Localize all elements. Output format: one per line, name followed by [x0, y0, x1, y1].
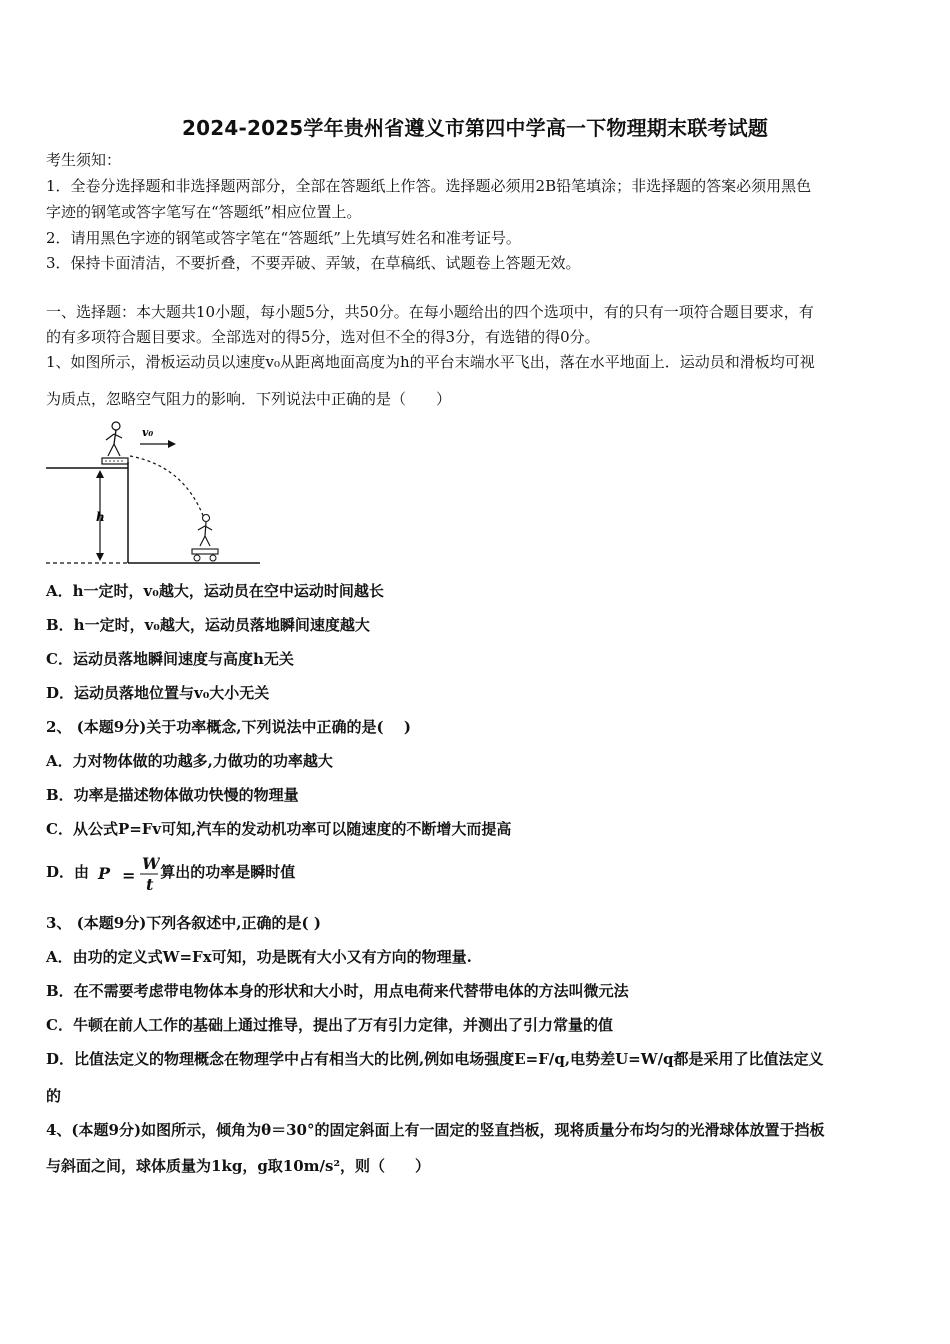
notice-item: 2．请用黑色字迹的钢笔或答字笔在“答题纸”上先填写姓名和准考证号。	[46, 229, 521, 247]
question-3-stem: 3、 (本题9分)下列各叙述中,正确的是( )	[46, 914, 321, 932]
h-label: h	[96, 510, 105, 524]
q1-option-a: A．h一定时，v₀越大，运动员在空中运动时间越长	[46, 582, 384, 600]
question-1-stem: 1、如图所示，滑板运动员以速度v₀从距离地面高度为h的平台末端水平飞出，落在水平地面上．运动员和滑板均可视	[46, 353, 815, 371]
q2-option-b: B．功率是描述物体做功快慢的物理量	[46, 786, 299, 804]
question-1-stem: 为质点，忽略空气阻力的影响．下列说法中正确的是（ ）	[46, 390, 452, 408]
page-title: 2024-2025学年贵州省遵义市第四中学高一下物理期末联考试题	[181, 116, 769, 140]
notice-item: 字迹的钢笔或答字笔写在“答题纸”相应位置上。	[46, 203, 362, 221]
q3-option-d-cont: 的	[46, 1087, 62, 1105]
notice-item: 1．全卷分选择题和非选择题两部分，全部在答题纸上作答。选择题必须用2B铅笔填涂；非选择题的答案必须用黑色	[46, 177, 812, 195]
height-arrow-head-bottom	[96, 553, 104, 561]
trajectory	[130, 456, 204, 518]
q1-option-d: D．运动员落地位置与v₀大小无关	[46, 684, 270, 702]
q2-option-d	[46, 852, 910, 892]
section-intro: 一、选择题：本大题共10小题，每小题5分，共50分。在每小题给出的四个选项中，有的只有一项符合题目要求，有	[46, 303, 814, 321]
section-intro: 的有多项符合题目要求。全部选对的得5分，选对但不全的得3分，有选错的得0分。	[46, 328, 600, 346]
formula-eq: =	[122, 866, 136, 885]
question-4-stem: 与斜面之间，球体质量为1kg，g取10m/s²，则（ ）	[46, 1157, 431, 1175]
velocity-arrow-head	[168, 440, 176, 448]
q1-option-c: C．运动员落地瞬间速度与高度h无关	[46, 650, 294, 668]
notice-item: 3．保持卡面清洁，不要折叠，不要弄破、弄皱，在草稿纸、试题卷上答题无效。	[46, 254, 581, 272]
formula-denominator: t	[146, 875, 154, 893]
question-4-stem: 4、(本题9分)如图所示，倾角为θ＝30°的固定斜面上有一固定的竖直挡板，现将质量分布均匀的光滑球体放置于挡板	[46, 1121, 825, 1139]
q3-option-d: D．比值法定义的物理概念在物理学中占有相当大的比例,例如电场强度E=F/q,电势差U=W/q都是采用了比值法定义	[46, 1050, 824, 1068]
skateboard-landing	[192, 549, 218, 554]
v0-label: v₀	[142, 426, 154, 439]
q2-option-a: A．力对物体做的功越多,力做功的功率越大	[46, 752, 333, 770]
q2-option-d-prefix: D．由	[46, 863, 90, 881]
q2-option-c: C．从公式P=Fv可知,汽车的发动机功率可以随速度的不断增大而提高	[46, 820, 512, 838]
skater-head-top	[112, 422, 120, 430]
q3-option-a: A．由功的定义式W=Fx可知，功是既有大小又有方向的物理量.	[46, 948, 472, 966]
q1-option-b: B．h一定时，v₀越大，运动员落地瞬间速度越大	[46, 616, 370, 634]
q3-option-b: B．在不需要考虑带电物体本身的形状和大小时，用点电荷来代替带电体的方法叫微元法	[46, 982, 629, 1000]
formula-lhs: P	[98, 864, 111, 883]
q3-option-c: C．牛顿在前人工作的基础上通过推导，提出了万有引力定律，并测出了引力常量的值	[46, 1016, 613, 1034]
formula-numerator: W	[142, 854, 161, 873]
skater-head-landing	[203, 515, 210, 522]
height-arrow-head-top	[96, 470, 104, 478]
power-formula	[94, 853, 160, 893]
skateboard-figure	[44, 418, 264, 568]
q2-option-d-suffix: 算出的功率是瞬时值	[160, 863, 296, 881]
notice-heading: 考生须知：	[46, 151, 122, 169]
question-2-stem: 2、 (本题9分)关于功率概念,下列说法中正确的是( )	[46, 718, 411, 736]
